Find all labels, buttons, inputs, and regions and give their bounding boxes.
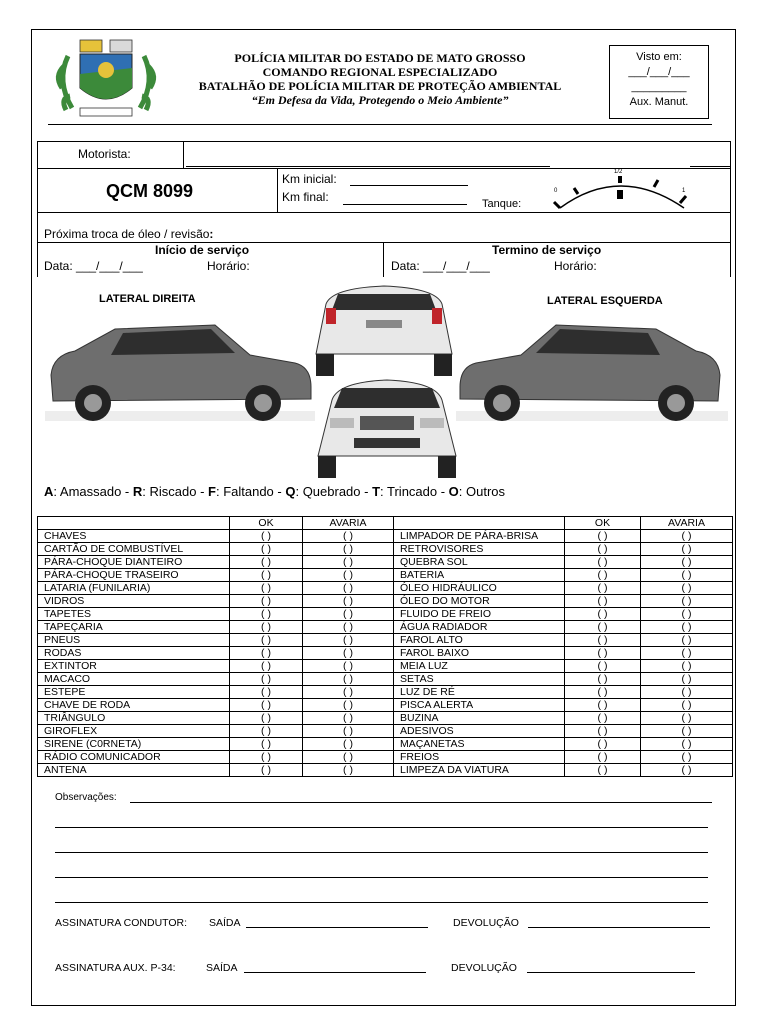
checklist-row: [38, 556, 733, 569]
item-label: LIMPADOR DE PÁRA-BRISA: [394, 530, 565, 543]
avaria-checkbox[interactable]: ( ): [641, 556, 733, 569]
km-final-label: Km final:: [282, 190, 329, 204]
avaria-checkbox[interactable]: ( ): [303, 699, 394, 712]
gauge-one-label: 1: [682, 188, 686, 194]
item-label: MACACO: [38, 673, 230, 686]
item-label: SIRENE (C0RNETA): [38, 738, 230, 751]
checklist-row: [38, 530, 733, 543]
ok-checkbox[interactable]: ( ): [565, 582, 641, 595]
avaria-checkbox[interactable]: ( ): [641, 582, 733, 595]
item-label: ESTEPE: [38, 686, 230, 699]
car-left-side-image[interactable]: [456, 315, 728, 427]
legend-key: T: [372, 484, 381, 499]
avaria-checkbox[interactable]: ( ): [641, 647, 733, 660]
item-label: LUZ DE RÉ: [394, 686, 565, 699]
item-label: ADESIVOS: [394, 725, 565, 738]
checklist-row: [38, 582, 733, 595]
item-label: ÁGUA RADIADOR: [394, 621, 565, 634]
motorista-field[interactable]: [186, 166, 550, 167]
header-line-1: POLÍCIA MILITAR DO ESTADO DE MATO GROSSO: [234, 51, 526, 65]
checklist-row: [38, 621, 733, 634]
item-label: PÁRA-CHOQUE TRASEIRO: [38, 569, 230, 582]
checklist-row: [38, 751, 733, 764]
avaria-checkbox[interactable]: ( ): [303, 712, 394, 725]
ok-checkbox[interactable]: ( ): [230, 738, 303, 751]
checklist-row: [38, 660, 733, 673]
devolucao-label: DEVOLUÇÃO: [451, 962, 517, 974]
checklist-row: [38, 712, 733, 725]
item-label: BATERIA: [394, 569, 565, 582]
lateral-direita-label: LATERAL DIREITA: [99, 293, 196, 305]
ok-checkbox[interactable]: ( ): [230, 647, 303, 660]
avaria-checkbox[interactable]: ( ): [303, 556, 394, 569]
ok-checkbox[interactable]: ( ): [565, 725, 641, 738]
avaria-checkbox[interactable]: ( ): [641, 543, 733, 556]
devolucao-signature-line[interactable]: [528, 927, 710, 928]
ok-checkbox[interactable]: ( ): [230, 751, 303, 764]
ok-checkbox[interactable]: ( ): [230, 634, 303, 647]
legend-key: Q: [285, 484, 296, 499]
grid-line: [183, 141, 184, 168]
saida-signature-line[interactable]: [246, 927, 428, 928]
ok-checkbox[interactable]: ( ): [230, 582, 303, 595]
car-rear-image[interactable]: [312, 284, 457, 379]
checklist-header-row: [38, 517, 733, 530]
legend-text: : Outros: [458, 484, 506, 499]
car-right-side-image[interactable]: [45, 315, 315, 427]
avaria-checkbox[interactable]: ( ): [303, 738, 394, 751]
ok-checkbox[interactable]: ( ): [230, 595, 303, 608]
assinatura-aux-label: ASSINATURA AUX. P-34:: [55, 962, 176, 974]
grid-line: [37, 212, 731, 213]
checklist-row: [38, 764, 733, 777]
col-ok-header: OK: [565, 517, 641, 530]
avaria-checkbox[interactable]: ( ): [303, 647, 394, 660]
checklist-row: [38, 725, 733, 738]
ok-checkbox[interactable]: ( ): [565, 543, 641, 556]
avaria-checkbox[interactable]: ( ): [303, 582, 394, 595]
legend-text: : Quebrado -: [295, 484, 373, 499]
avaria-checkbox[interactable]: ( ): [303, 595, 394, 608]
data-inicio-field[interactable]: Data: ___/___/___: [44, 259, 143, 273]
legend-text: : Faltando -: [215, 484, 286, 499]
saida-label: SAÍDA: [209, 917, 241, 929]
avaria-checkbox[interactable]: ( ): [303, 634, 394, 647]
header-cell: [394, 517, 565, 530]
item-label: FLUIDO DE FREIO: [394, 608, 565, 621]
gauge-zero-label: 0: [554, 188, 558, 194]
avaria-checkbox[interactable]: ( ): [641, 673, 733, 686]
ok-checkbox[interactable]: ( ): [565, 673, 641, 686]
grid-line: [37, 242, 731, 243]
ok-checkbox[interactable]: ( ): [565, 595, 641, 608]
item-label: PÁRA-CHOQUE DIANTEIRO: [38, 556, 230, 569]
item-label: MEIA LUZ: [394, 660, 565, 673]
legend-text: : Trincado -: [380, 484, 449, 499]
legend-key: F: [208, 484, 216, 499]
legend-key: R: [132, 484, 143, 499]
avaria-checkbox[interactable]: ( ): [303, 569, 394, 582]
pm-crest-logo: [50, 36, 162, 122]
avaria-checkbox[interactable]: ( ): [303, 764, 394, 777]
ok-checkbox[interactable]: ( ): [230, 608, 303, 621]
vehicle-plate: QCM 8099: [106, 181, 194, 201]
header-divider: [48, 124, 712, 125]
avaria-checkbox[interactable]: ( ): [641, 660, 733, 673]
avaria-checkbox[interactable]: ( ): [303, 673, 394, 686]
km-inicial-field[interactable]: [350, 185, 468, 186]
ok-checkbox[interactable]: ( ): [565, 686, 641, 699]
checklist-table: [37, 516, 733, 777]
termino-servico-heading: Termino de serviço: [492, 243, 602, 257]
km-final-field[interactable]: [343, 204, 467, 205]
avaria-checkbox[interactable]: ( ): [641, 634, 733, 647]
ok-checkbox[interactable]: ( ): [230, 621, 303, 634]
item-label: EXTINTOR: [38, 660, 230, 673]
col-avaria-header: AVARIA: [303, 517, 394, 530]
item-label: LATARIA (FUNILARIA): [38, 582, 230, 595]
data-termino-field[interactable]: Data: ___/___/___: [391, 259, 490, 273]
lateral-esquerda-label: LATERAL ESQUERDA: [547, 295, 663, 307]
item-label: TAPEÇARIA: [38, 621, 230, 634]
ok-checkbox[interactable]: ( ): [230, 725, 303, 738]
ok-checkbox[interactable]: ( ): [565, 699, 641, 712]
avaria-checkbox[interactable]: ( ): [641, 621, 733, 634]
avaria-checkbox[interactable]: ( ): [641, 725, 733, 738]
checklist-row: [38, 543, 733, 556]
avaria-checkbox[interactable]: ( ): [303, 608, 394, 621]
legend-text: : Riscado -: [142, 484, 209, 499]
checklist-row: [38, 595, 733, 608]
checklist-row: [38, 608, 733, 621]
legend-text: : Amassado -: [53, 484, 133, 499]
item-label: FAROL BAIXO: [394, 647, 565, 660]
avaria-checkbox[interactable]: ( ): [641, 751, 733, 764]
observacoes-line[interactable]: [55, 827, 708, 828]
km-inicial-label: Km inicial:: [282, 172, 337, 186]
checklist-row: [38, 634, 733, 647]
checklist-row: [38, 569, 733, 582]
item-label: RETROVISORES: [394, 543, 565, 556]
ok-checkbox[interactable]: ( ): [230, 530, 303, 543]
saida-label: SAÍDA: [206, 962, 238, 974]
avaria-checkbox[interactable]: ( ): [303, 725, 394, 738]
observacoes-line[interactable]: [55, 877, 708, 878]
avaria-checkbox[interactable]: ( ): [641, 569, 733, 582]
ok-checkbox[interactable]: ( ): [230, 673, 303, 686]
item-label: BUZINA: [394, 712, 565, 725]
avaria-checkbox[interactable]: ( ): [303, 543, 394, 556]
avaria-checkbox[interactable]: ( ): [303, 686, 394, 699]
item-label: MAÇANETAS: [394, 738, 565, 751]
item-label: CHAVES: [38, 530, 230, 543]
gauge-half-label: 1/2: [614, 169, 623, 175]
col-avaria-header: AVARIA: [641, 517, 733, 530]
legend-key: A: [44, 484, 54, 499]
ok-checkbox[interactable]: ( ): [565, 621, 641, 634]
avaria-checkbox[interactable]: ( ): [641, 764, 733, 777]
avaria-checkbox[interactable]: ( ): [303, 621, 394, 634]
proxima-troca-text: Próxima troca de óleo / revisão: [44, 227, 210, 241]
avaria-checkbox[interactable]: ( ): [641, 699, 733, 712]
ok-checkbox[interactable]: ( ): [565, 647, 641, 660]
item-label: TRIÂNGULO: [38, 712, 230, 725]
observacoes-line[interactable]: [55, 902, 708, 903]
assinatura-condutor-label: ASSINATURA CONDUTOR:: [55, 917, 188, 929]
item-label: ÓLEO DO MOTOR: [394, 595, 565, 608]
ok-checkbox[interactable]: ( ): [565, 660, 641, 673]
checklist-row: [38, 647, 733, 660]
ok-checkbox[interactable]: ( ): [565, 608, 641, 621]
item-label: FAROL ALTO: [394, 634, 565, 647]
visto-aux-label: Aux. Manut.: [629, 96, 689, 108]
item-label: ÓLEO HIDRÁULICO: [394, 582, 565, 595]
avaria-checkbox[interactable]: ( ): [303, 530, 394, 543]
saida-signature-line[interactable]: [244, 972, 426, 973]
ok-checkbox[interactable]: ( ): [565, 634, 641, 647]
item-label: TAPETES: [38, 608, 230, 621]
ok-checkbox[interactable]: ( ): [565, 764, 641, 777]
checklist-row: [38, 699, 733, 712]
avaria-checkbox[interactable]: ( ): [641, 738, 733, 751]
ok-checkbox[interactable]: ( ): [230, 764, 303, 777]
item-label: VIDROS: [38, 595, 230, 608]
checklist-row: [38, 673, 733, 686]
item-label: CARTÃO DE COMBUSTÍVEL: [38, 543, 230, 556]
avaria-checkbox[interactable]: ( ): [303, 751, 394, 764]
observacoes-line[interactable]: [130, 802, 712, 803]
avaria-checkbox[interactable]: ( ): [641, 530, 733, 543]
fuel-gauge-icon[interactable]: [540, 166, 700, 212]
grid-line: [277, 168, 278, 212]
item-label: RODAS: [38, 647, 230, 660]
avaria-checkbox[interactable]: ( ): [641, 712, 733, 725]
item-label: ANTENA: [38, 764, 230, 777]
checklist-row: [38, 738, 733, 751]
header-cell: [38, 517, 230, 530]
header-line-3: BATALHÃO DE POLÍCIA MILITAR DE PROTEÇÃO AMBIENTAL: [198, 79, 562, 93]
header-line-2: COMANDO REGIONAL ESPECIALIZADO: [262, 65, 498, 79]
ok-checkbox[interactable]: ( ): [565, 712, 641, 725]
devolucao-label: DEVOLUÇÃO: [453, 917, 519, 929]
ok-checkbox[interactable]: ( ): [565, 556, 641, 569]
car-front-image[interactable]: [314, 378, 460, 480]
item-label: LIMPEZA DA VIATURA: [394, 764, 565, 777]
avaria-checkbox[interactable]: ( ): [641, 686, 733, 699]
horario-inicio-label: Horário:: [207, 259, 250, 273]
observacoes-line[interactable]: [55, 852, 708, 853]
inicio-servico-heading: Início de serviço: [155, 243, 250, 257]
ok-checkbox[interactable]: ( ): [230, 699, 303, 712]
item-label: RÁDIO COMUNICADOR: [38, 751, 230, 764]
proxima-troca-label: [44, 227, 213, 241]
ok-checkbox[interactable]: ( ): [230, 569, 303, 582]
devolucao-signature-line[interactable]: [527, 972, 695, 973]
col-ok-header: OK: [230, 517, 303, 530]
ok-checkbox[interactable]: ( ): [230, 543, 303, 556]
visto-label: Visto em:: [636, 51, 682, 63]
item-label: SETAS: [394, 673, 565, 686]
ok-checkbox[interactable]: ( ): [565, 738, 641, 751]
tanque-label: Tanque:: [482, 198, 522, 210]
checklist-row: [38, 686, 733, 699]
grid-line: [383, 242, 384, 277]
observacoes-label: Observações:: [55, 792, 117, 803]
ok-checkbox[interactable]: ( ): [230, 660, 303, 673]
item-label: PNEUS: [38, 634, 230, 647]
ok-checkbox[interactable]: ( ): [565, 569, 641, 582]
horario-termino-label: Horário:: [554, 259, 597, 273]
proxima-troca-colon: :: [209, 227, 214, 241]
motorista-label: Motorista:: [78, 147, 131, 161]
legend-key: O: [448, 484, 459, 499]
item-label: PISCA ALERTA: [394, 699, 565, 712]
visto-date[interactable]: ___/___/___: [628, 66, 690, 78]
visto-blank[interactable]: _________: [631, 81, 687, 93]
visto-box: [609, 45, 709, 119]
ok-checkbox[interactable]: ( ): [230, 686, 303, 699]
item-label: CHAVE DE RODA: [38, 699, 230, 712]
ok-checkbox[interactable]: ( ): [565, 530, 641, 543]
ok-checkbox[interactable]: ( ): [230, 712, 303, 725]
ok-checkbox[interactable]: ( ): [230, 556, 303, 569]
ok-checkbox[interactable]: ( ): [565, 751, 641, 764]
avaria-checkbox[interactable]: ( ): [641, 608, 733, 621]
header-motto: “Em Defesa da Vida, Protegendo o Meio Ambiente”: [251, 93, 509, 107]
avaria-checkbox[interactable]: ( ): [303, 660, 394, 673]
item-label: GIROFLEX: [38, 725, 230, 738]
item-label: QUEBRA SOL: [394, 556, 565, 569]
damage-legend: [44, 484, 505, 499]
avaria-checkbox[interactable]: ( ): [641, 595, 733, 608]
item-label: FREIOS: [394, 751, 565, 764]
